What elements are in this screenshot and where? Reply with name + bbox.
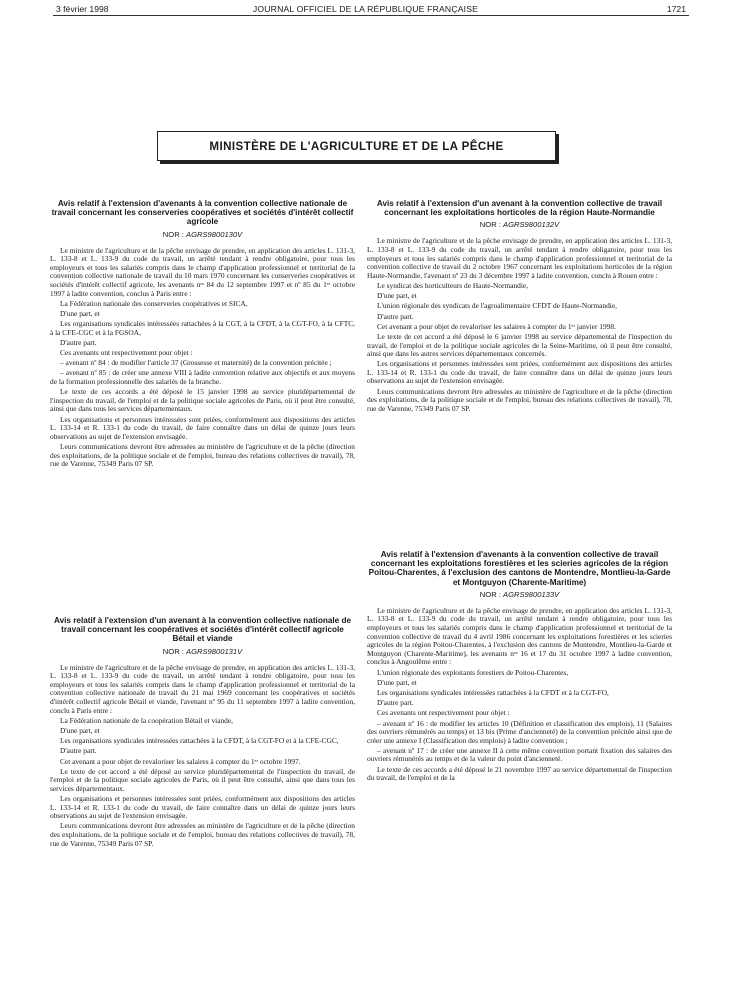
- article-paragraph: Ces avenants ont respectivement pour objet :: [60, 348, 193, 358]
- article-title: Avis relatif à l'extension d'avenants à la convention collective nationale de travail concernant les conserveries coopératives et sociétés d'intérêt collectif agricole: [51, 199, 354, 227]
- header-rule: [53, 15, 689, 16]
- nor-reference: [50, 647, 355, 656]
- page-number: 1721: [666, 4, 686, 14]
- nor-reference: [367, 590, 672, 599]
- article-paragraph: – avenant nº 85 : de créer une annexe VIII à ladite convention relative aux objectifs et aux moyens de la formation professionnelle des salariés de la branche.: [50, 368, 355, 387]
- article-title: Avis relatif à l'extension d'un avenant à la convention collective nationale de travail concernant les coopératives et sociétés d'intérêt collectif agricole Bétail et viande: [53, 616, 352, 644]
- article-paragraph: La Fédération nationale des conserveries coopératives et SICA,: [60, 298, 248, 308]
- article-paragraph: Le texte de ces accords a été déposé le 15 janvier 1998 au service pluridépartemental de l'inspection du travail, de l'emploi et de la politique sociale agricoles de Paris, où il peut être consulté, ainsi que dans tous les services départementaux.: [50, 387, 355, 414]
- nor-code: AGRS9800130V: [186, 229, 243, 239]
- article-paragraph: D'une part, et: [377, 677, 417, 687]
- article-paragraph: D'autre part.: [60, 746, 97, 756]
- article-paragraph: Le texte de cet accord a été déposé au service pluridépartemental de l'inspection du travail, de l'emploi et de la politique sociale agricoles de Paris, où il peut être consulté, ainsi que dans tous les services départementaux.: [50, 766, 355, 793]
- article-horticoles: [367, 199, 672, 415]
- article-paragraph: D'une part, et: [377, 291, 417, 301]
- article-paragraph: La Fédération nationale de la coopération Bétail et viande,: [60, 715, 233, 725]
- article-paragraph: Les organisations syndicales intéressées rattachées à la CGT, à la CFDT, à la CGT-FO, à la CFTC, à la CFE-CGC et à la FGSOA,: [50, 319, 355, 337]
- nor-code: AGRS9800131V: [186, 646, 243, 656]
- article-paragraph: Leurs communications devront être adressées au ministère de l'agriculture et de la pêche (direction des exploitations, de la politique sociale et de l'emploi, bureau des relations collectives de travail), 78, rue de Varenne, 75349 Paris 07 SP.: [367, 386, 672, 413]
- article-paragraph: Le texte de ces accords a été déposé le 21 novembre 1997 au service départemental de l'inspection du travail, de l'emploi et de la: [367, 764, 672, 783]
- issue-date: 3 février 1998: [56, 4, 109, 14]
- nor-label: NOR :: [479, 589, 501, 599]
- article-paragraph: Le texte de cet accord a été déposé le 6 janvier 1998 au service départemental de l'inspection du travail, de l'emploi et de la politique sociale agricoles de la Seine-Maritime, où il peut être consulté, ainsi que dans les autres services départementaux concernés.: [367, 331, 672, 359]
- nor-code: AGRS9800132V: [503, 220, 560, 230]
- article-paragraph: Ces avenants ont respectivement pour objet :: [377, 708, 510, 718]
- article-paragraph: Les organisations et personnes intéressées sont priées, conformément aux dispositions des articles L. 133-14 et R. 133-1 du code du travail, de faire connaître dans un délai de quinze jours leurs observations au sujet de l'extension envisagée.: [367, 359, 672, 386]
- article-paragraph: D'autre part.: [377, 311, 414, 321]
- article-paragraph: D'une part, et: [60, 725, 100, 735]
- article-paragraph: Les organisations et personnes intéressées sont priées, conformément aux dispositions des articles L. 133-14 et R. 133-1 du code du travail, de faire connaître dans un délai de quinze jours leurs observations au sujet de l'extension envisagée.: [50, 794, 355, 821]
- article-paragraph: L'union régionale des exploitants forestiers de Poitou-Charentes,: [377, 667, 569, 677]
- article-paragraph: D'une part, et: [60, 308, 100, 318]
- article-paragraph: L'union régionale des syndicats de l'agroalimentaire CFDT de Haute-Normandie,: [377, 301, 617, 311]
- article-paragraph: Cet avenant a pour objet de revaloriser les salaires à compter du 1ᵉʳ octobre 1997.: [60, 756, 301, 766]
- article-paragraph: D'autre part.: [60, 337, 97, 347]
- article-paragraph: Cet avenant a pour objet de revaloriser les salaires à compter du 1ᵉʳ janvier 1998.: [377, 321, 616, 331]
- nor-label: NOR :: [162, 229, 184, 239]
- article-paragraph: Le ministre de l'agriculture et de la pêche envisage de prendre, en application des articles L. 131-3, L. 133-8 et L. 133-9 du code du travail, un arrêté tendant à rendre obligatoire, pour tous les employeurs et tous les salariés compris dans le champ d'application professionnel et territorial de la convention collective nationale de travail du 21 mai 1969 concernant les coopératives et sociétés d'intérêt collectif agricole Bétail et viande, l'avenant nº 95 du 11 septembre 1997 à ladite convention, conclu à Paris entre :: [50, 662, 355, 715]
- nor-code: AGRS9800133V: [503, 589, 560, 599]
- article-title: Avis relatif à l'extension d'avenants à la convention collective de travail concernant les exploitations forestières et les scieries agricoles de la région Poitou-Charentes, à l'exclusion des cantons de Montendre, Montlieu-la-Garde et Montguyon (Charente-Maritime): [368, 550, 671, 587]
- nor-label: NOR :: [479, 220, 501, 230]
- journal-title: JOURNAL OFFICIEL DE LA RÉPUBLIQUE FRANÇAISE: [252, 4, 479, 14]
- ministry-heading: MINISTÈRE DE L'AGRICULTURE ET DE LA PÊCHE: [157, 131, 556, 161]
- article-conserveries: [50, 199, 355, 470]
- article-betail-viande: [50, 616, 355, 850]
- article-paragraph: – avenant nº 84 : de modifier l'article 37 (Grossesse et maternité) de la convention précitée ;: [60, 358, 332, 368]
- article-paragraph: – avenant nº 17 : de créer une annexe II à cette même convention portant fixation des salaires des ouvriers rémunérés au temps et de la valeur du point d'ancienneté.: [367, 745, 672, 764]
- article-paragraph: Le syndicat des horticulteurs de Haute-Normandie,: [377, 280, 529, 290]
- article-title: Avis relatif à l'extension d'un avenant à la convention collective de travail concernant les exploitations horticoles de la région Haute-Normandie: [376, 199, 663, 218]
- article-paragraph: Leurs communications devront être adressées au ministère de l'agriculture et de la pêche (direction des exploitations, de la politique sociale et de l'emploi, bureau des relations collectives de travail), 78, rue de Varenne, 75349 Paris 07 SP.: [50, 821, 355, 848]
- article-forestieres: [367, 550, 672, 784]
- nor-reference: [50, 230, 355, 239]
- article-paragraph: Les organisations syndicales intéressées rattachées à la CFDT et à la CGT-FO,: [377, 687, 609, 697]
- article-paragraph: Le ministre de l'agriculture et de la pêche envisage de prendre, en application des articles L. 131-3, L. 133-8 et L. 133-9 du code du travail, un arrêté tendant à rendre obligatoire, pour tous les employeurs et tous les salariés compris dans le champ d'application professionnel et territorial de la convention collective de travail du 4 avril 1986 concernant les exploitations forestières et les scieries agricoles de la région Poitou-Charentes, à l'exclusion des cantons de Montendre, Montlieu-la-Garde et Montguyon (Charente-Maritime), les avenants nᵒˢ 16 et 17 du 31 octobre 1997 à ladite convention, conclus à Angoulême entre :: [367, 605, 672, 667]
- article-paragraph: Les organisations syndicales intéressées rattachées à la CFDT, à la CGT-FO et à la CFE-CGC,: [60, 736, 339, 746]
- article-paragraph: D'autre part.: [377, 698, 414, 708]
- nor-label: NOR :: [162, 646, 184, 656]
- article-paragraph: – avenant nº 16 : de modifier les articles 10 (Définition et classification des emplois), 11 (Salaires des ouvriers rémunérés au temps) et 13 bis (Prime d'ancienneté) de la convention précitée ainsi que de créer une annexe I (Classification des emplois) à ladite convention ;: [367, 718, 672, 745]
- article-paragraph: Les organisations et personnes intéressées sont priées, conformément aux dispositions des articles L. 133-14 et R. 133-1 du code du travail, de faire connaître dans un délai de quinze jours leurs observations au sujet de l'extension envisagée.: [50, 414, 355, 441]
- nor-reference: [367, 220, 672, 229]
- article-paragraph: Le ministre de l'agriculture et de la pêche envisage de prendre, en application des articles L. 131-3, L. 133-8 et L. 133-9 du code du travail, un arrêté tendant à rendre obligatoire, pour tous les employeurs et tous les salariés compris dans le champ d'application professionnel et territorial de la convention collective nationale de travail du 10 mars 1970 concernant les conserveries coopératives et sociétés d'intérêt collectif agricole, les avenants nᵒˢ 84 du 12 septembre 1997 et nº 85 du 1ᵉʳ octobre 1997 à ladite convention, conclus à Paris entre :: [50, 245, 355, 298]
- article-paragraph: Le ministre de l'agriculture et de la pêche envisage de prendre, en application des articles L. 131-3, L. 133-8 et L. 133-9 du code du travail, un arrêté tendant à rendre obligatoire, pour tous les employeurs et tous les salariés compris dans le champ d'application professionnel et territorial de la convention collective de travail du 2 octobre 1967 concernant les exploitations horticoles de la région Haute-Normandie, l'avenant nº 23 du 3 décembre 1997 à ladite convention, conclu à Rouen entre :: [367, 236, 672, 280]
- article-paragraph: Leurs communications devront être adressées au ministère de l'agriculture et de la pêche (direction des exploitations, de la politique sociale et de l'emploi, bureau des relations collectives de travail), 78, rue de Varenne, 75349 Paris 07 SP.: [50, 442, 355, 469]
- page-header: [0, 0, 731, 16]
